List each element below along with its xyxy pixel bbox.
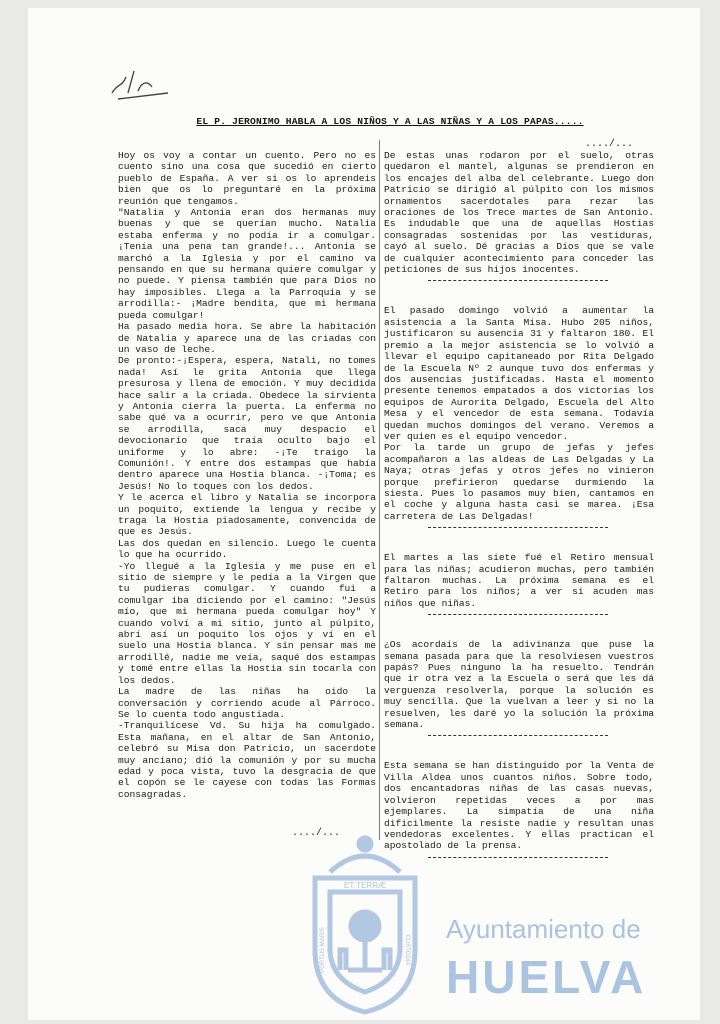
paragraph: La madre de las niñas ha oido la conversación y corriendo acude al Párroco. Se lo cuenta todo angustiada. xyxy=(118,686,376,720)
paragraph: Hoy os voy a contar un cuento. Pero no es cuento sino una cosa que sucedió en cierto pueblo de España. A ver si os lo aprendeis bien que os lo preguntaré en la próxima reunión que tengamos. xyxy=(118,150,376,207)
shield-motto-left: PORTUS MARIS xyxy=(320,927,326,973)
watermark xyxy=(300,830,700,1020)
watermark-line1: Ayuntamiento de xyxy=(446,914,641,944)
paragraph: -Yo llegué a la Iglesia y me puse en el sitio de siempre y le pedía a la Virgen que tu pudieras comulgar. Y cuando fui a comulgar iba diciendo por el camino: "Jesús mío, que mi hermana pueda comulgar hoy" Y cuando volví a mi sitio, junto al púlpito, abrí así un poquito los ojos y ví en el suelo una Hostia blanca. Y sin pensar mas me arrodillé, nadie me veía, saqué dos estampas y tomé entre ellas la Hostia sin tocarla con los dedos. xyxy=(118,560,376,686)
continuation-mark-bottom: ..../... xyxy=(292,828,341,839)
section-divider xyxy=(428,735,608,736)
shield-motto-top: ET TERRÆ xyxy=(344,881,386,890)
paragraph: ¿Os acordais de la adivinanza que puse la semana pasada para que la resolviesen vuestros papás? Pues ninguno la ha resuelto. Tendrán que ir otra vez a la Escuela o será que les dá verguenza resolverla, porque la solución es muy sencilla. Que la vuelvan a leer y si no la resuelven, les daré yo la solución la próxima semana. xyxy=(384,639,654,731)
paragraph: De estas unas rodaron por el suelo, otras quedaron el mantel, algunas se prendieron en los encajes del alba del celebrante. Luego don Patricio se dirigió al púlpito con los mismos ornamentos sacerdotales para rezar las oraciones de los Trece martes de San Antonio. Es indudable que una de aquellas Hostias consagradas sostenidas por las vestiduras, cayó al suelo. Dé gracias a Dios que se vale de cualquier acontecimiento para conceder las peticiones de sus hijos inocentes. xyxy=(384,150,654,276)
column-separator xyxy=(379,140,380,840)
left-column xyxy=(118,150,376,800)
shield-motto-right: CUSTODIA xyxy=(404,934,410,966)
right-column xyxy=(384,150,654,866)
paragraph: "Natalia y Antonia eran dos hermanas muy buenas y que se querían mucho. Natalia estaba enferma y no podía ir a comulgar. ¡Tenía una pena tan grande!... Antonia se marchó a la Iglesia y por el camino va pensando en que su hermana quiere comulgar y no puede. Y piensa también que para Dios no hay imposibles. Llega a la Parroquia y se arrodilla:- ¡Madre bendita, que mi hermana pueda comulgar! xyxy=(118,207,376,321)
paragraph: -Tranquilícese Vd. Su hija ha comulgado. Esta mañana, en el altar de San Antonio, celebró su Misa don Patricio, un sacerdote muy anciano; dió la comunión y por su mucha edad y poca vista, tuvo la desgracia de que el copón se le cayese con todas las Formas consagradas. xyxy=(118,720,376,800)
paragraph: Por la tarde un grupo de jefas y jefes acompañaron a las aldeas de Las Delgadas y La Naya; otras jefas y otros jefes no vinieron porque prefirieron quedarse durmiendo la siesta. Pues lo pasamos muy bien, cantamos en el coche y alguna hasta casi se marea. ¡Esa carretera de Las Delgadas! xyxy=(384,442,654,522)
huelva-shield-logo xyxy=(300,830,430,1020)
document-title: EL P. JERONIMO HABLA A LOS NIÑOS Y A LAS NIÑAS Y A LOS PAPAS..... xyxy=(196,116,584,127)
handwritten-mark xyxy=(108,63,178,103)
paragraph: De pronto:-¡Espera, espera, Natali, no tomes nada! Así le grita Antonia que llega presurosa y llena de emoción. Y muy decidida hace salir a la criada. Obedece la sirvienta y Antonia cierra la puerta. La enferma no sabe qué va a ocurrir, pero ve que Antonia se arrodilla, saca muy despacio el devocionario que traía oculto bajo el uniforme y lo abre: -¡Te traigo la Comunión!. Y entre dos estampas que había dentro aparece una Hostia blanca. -¡Toma; es Jesús! No lo toques con los dedos. xyxy=(118,355,376,492)
paragraph: Y le acerca el libro y Natalia se incorpora un poquito, extiende la lengua y recibe y traga la Hostia piadosamente, convencida de que es Jesús. xyxy=(118,492,376,538)
section-divider xyxy=(428,614,608,615)
paragraph: El pasado domingo volvió a aumentar la asistencia a la Santa Misa. Hubo 205 niños, justificaron su ausencia 31 y faltaron 180. El premio a la mejor asistencia se lo volvió a llevar el equipo capitaneado por Rita Delgado de la Escuela Nº 2 aunque tuvo dos enfermas y dos ausencias justificadas. Hasta el momento presente tenemos empatados a dos victorias los equipos de Aurorita Delgado, Escuela del Alto Mesa y el vencedor de esta semana. Todavía quedan muchos domingos del verano. Veremos a ver quien es el equipo vencedor. xyxy=(384,305,654,442)
section-divider xyxy=(428,527,608,528)
section-divider xyxy=(428,280,608,281)
paragraph: Esta semana se han distinguido por la Venta de Villa Aldea unos cuantos niños. Sobre todo, dos encantadoras niñas de las casas nuevas, volvieron repetidas veces a por mas ejemplares. La simpatía de una niña dificilmente la resiste nadie y resultan unas vendedoras excelentes. Y ellas practican el apostolado de la prensa. xyxy=(384,760,654,852)
watermark-line2: HUELVA xyxy=(446,951,647,1003)
paragraph: Las dos quedan en silencio. Luego le cuenta lo que ha ocurrido. xyxy=(118,537,376,561)
paragraph: Ha pasado media hora. Se abre la habitación de Natalia y aparece una de las criadas con un vaso de leche. xyxy=(118,321,376,355)
continuation-mark-top: ..../... xyxy=(585,139,634,150)
paragraph: El martes a las siete fué el Retiro mensual para las niñas; acudieron muchas, pero también faltaron muchas. La próxima semana es el Retiro para los niños; a ver si acuden mas niños que niñas. xyxy=(384,552,654,609)
